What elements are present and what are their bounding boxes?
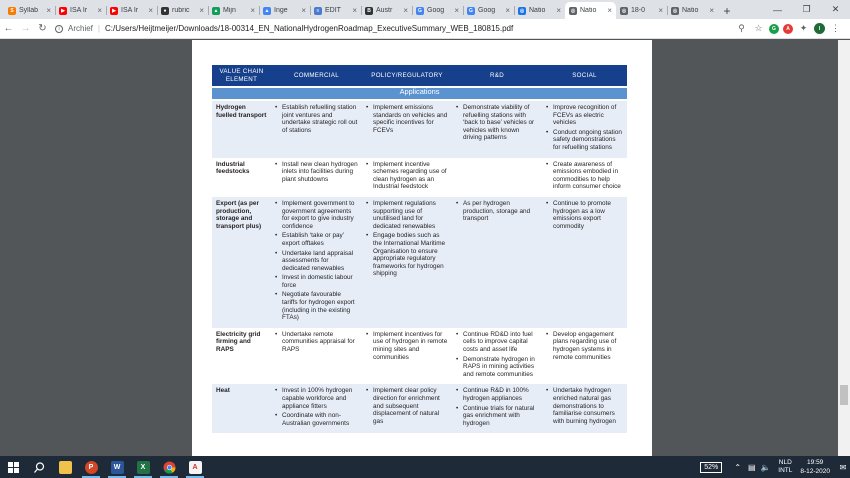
value-chain-element: Export (as per production, storage and transport plus)	[212, 197, 271, 328]
table-row	[212, 100, 627, 158]
battery-indicator[interactable]: 52%	[700, 462, 722, 473]
column-header: VALUE CHAIN ELEMENT	[212, 65, 271, 87]
document-favicon-icon: ≡	[314, 7, 322, 15]
keyboard-layout: INTL	[778, 467, 793, 474]
close-tab-icon[interactable]: ×	[454, 6, 459, 15]
list-item: • Install new clean hydrogen inlets into facilities during plant shutdowns	[275, 161, 358, 184]
policy-cell	[362, 100, 452, 158]
section-title: Applications	[212, 87, 627, 100]
search-icon[interactable]	[26, 456, 52, 478]
list-item: • Implement clear policy direction for enrichment and subsequent displacement of natural gas	[366, 387, 448, 425]
browser-tab[interactable]	[565, 2, 616, 19]
list-item: • Undertake land appraisal assessments for dedicated renewables	[275, 250, 358, 273]
grammarly-extension-icon[interactable]: G	[769, 24, 779, 34]
browser-tab[interactable]	[106, 2, 157, 19]
commercial-cell	[271, 158, 362, 197]
adblock-extension-icon[interactable]: A	[783, 24, 793, 34]
syllabus-favicon-icon: S	[8, 7, 16, 15]
browser-tab[interactable]	[4, 2, 55, 19]
browser-tab[interactable]	[667, 2, 718, 19]
browser-tab[interactable]	[361, 2, 412, 19]
rd-cell	[452, 100, 542, 158]
windows-start-icon[interactable]	[0, 456, 26, 478]
table-row	[212, 197, 627, 328]
list-item: • Engage bodies such as the International Maritime Organisation to ensure appropriate regulatory frameworks for hydrogen shipping	[366, 232, 448, 278]
list-item: • Establish ‘take or pay’ export offtakes	[275, 232, 358, 247]
browser-toolbar	[0, 19, 850, 39]
close-tab-icon[interactable]: ×	[352, 6, 357, 15]
list-item: • Continue trials for natural gas enrichment with hydrogen	[456, 405, 538, 428]
policy-cell	[362, 328, 452, 385]
chevron-up-icon[interactable]: ⌃	[734, 462, 742, 472]
tab-title: Natio	[529, 7, 546, 14]
list-item: • Create awareness of emissions embodied in commodities to help inform consumer choice	[546, 161, 623, 191]
powerpoint-icon[interactable]: P	[78, 456, 104, 478]
chrome-icon[interactable]	[156, 456, 182, 478]
network-icon[interactable]: ▤	[747, 462, 756, 472]
list-item: • Invest in 100% hydrogen capable workforce and appliance fitters	[275, 387, 358, 410]
clock-time: 19:59	[807, 459, 824, 466]
back-arrow-icon[interactable]: ←	[3, 23, 14, 34]
forward-arrow-icon[interactable]: →	[20, 23, 31, 34]
tab-title: Inge	[274, 7, 288, 14]
drive-favicon-icon: ▲	[213, 7, 219, 14]
speaker-icon[interactable]: 🔈	[760, 462, 771, 472]
rd-cell	[452, 384, 542, 433]
social-cell	[542, 197, 627, 328]
social-cell	[542, 328, 627, 385]
clock-date: 8-12-2020	[800, 468, 830, 475]
close-tab-icon[interactable]: ×	[709, 6, 714, 15]
profile-avatar[interactable]: I	[814, 23, 825, 34]
value-chain-element: Industrial feedstocks	[212, 158, 271, 197]
globe-favicon-icon: ◎	[672, 7, 678, 14]
value-chain-element: Heat	[212, 384, 271, 433]
globe-favicon-icon: ◎	[519, 7, 525, 14]
table-row	[212, 158, 627, 197]
language-code: NLD	[778, 459, 792, 466]
system-tray	[700, 456, 850, 478]
tab-title: Natio	[580, 7, 597, 14]
zoom-icon[interactable]: ⚲	[738, 23, 745, 33]
browser-tab[interactable]	[208, 2, 259, 19]
list-item: • Conduct ongoing station safety demonstrations for refuelling stations	[546, 129, 623, 152]
star-icon[interactable]: ☆	[754, 23, 763, 33]
table-row	[212, 384, 627, 433]
list-item: • Implement government to government agreements for export to give industry confidence	[275, 200, 358, 230]
tab-title: 18-0	[631, 7, 646, 14]
window-controls	[763, 0, 850, 19]
google-docs-favicon-icon: G	[467, 7, 475, 15]
reload-icon[interactable]: ↻	[38, 23, 47, 34]
table-row	[212, 328, 627, 385]
policy-cell	[362, 384, 452, 433]
browser-tab[interactable]	[616, 2, 667, 19]
close-tab-icon[interactable]: ×	[301, 6, 306, 15]
tab-title: Austr	[376, 7, 393, 14]
globe-favicon-icon: ◎	[570, 7, 576, 14]
browser-tab[interactable]	[55, 2, 106, 19]
commercial-cell	[271, 100, 362, 158]
close-window-icon[interactable]: ✕	[831, 4, 840, 14]
tab-strip	[0, 0, 850, 19]
pdf-viewer	[0, 40, 850, 456]
column-header: R&D	[452, 65, 542, 87]
browser-tab[interactable]	[463, 2, 514, 19]
close-tab-icon[interactable]: ×	[97, 6, 102, 15]
tab-title: EDIT	[325, 7, 341, 14]
pdf-page	[192, 40, 652, 456]
notification-icon[interactable]: ✉	[839, 462, 847, 472]
policy-cell	[362, 158, 452, 197]
list-item: • Demonstrate viability of refuelling stations with ‘back to base’ vehicles or vehicles with known driving patterns	[456, 104, 538, 142]
list-item: • Coordinate with non-Australian governments	[275, 412, 358, 427]
browser-tab[interactable]	[514, 2, 565, 19]
list-item: • Improve recognition of FCEVs as electric vehicles	[546, 104, 623, 127]
policy-cell	[362, 197, 452, 328]
social-cell	[542, 158, 627, 197]
commercial-cell	[271, 328, 362, 385]
scrollbar[interactable]	[838, 40, 850, 456]
clock[interactable]	[800, 458, 830, 476]
value-chain-element: Hydrogen fuelled transport	[212, 100, 271, 158]
address-bar[interactable]	[55, 21, 735, 36]
url-text: C:/Users/Heijtmeijer/Downloads/18-00314_EN_NationalHydrogenRoadmap_ExecutiveSummary_WEB_180815.pdf	[104, 24, 514, 33]
list-item: • Continue to promote hydrogen as a low emissions export commodity	[546, 200, 623, 230]
tab-title: ISA Ir	[121, 7, 139, 14]
minimize-icon[interactable]: —	[773, 4, 782, 15]
github-favicon-icon: ●	[161, 7, 169, 15]
google-docs-favicon-icon: G	[416, 7, 424, 15]
browser-tab[interactable]	[412, 2, 463, 19]
tab-title: rubric	[172, 7, 190, 14]
social-cell	[542, 384, 627, 433]
tab-title: Mijn	[223, 7, 236, 14]
close-tab-icon[interactable]: ×	[607, 6, 612, 15]
list-item: • Undertake hydrogen enriched natural gas demonstrations to familiarise consumers with burning hydrogen	[546, 387, 623, 425]
rd-cell	[452, 197, 542, 328]
close-tab-icon[interactable]: ×	[199, 6, 204, 15]
language-indicator[interactable]	[778, 459, 792, 475]
new-tab-button[interactable]: +	[723, 3, 731, 18]
drive-favicon-icon: ▲	[264, 7, 270, 14]
list-item: • Implement emissions standards on vehicles and specific incentives for FCEVs	[366, 104, 448, 134]
list-item: • Demonstrate hydrogen in RAPS in mining activities and remote communities	[456, 356, 538, 379]
rd-cell	[452, 328, 542, 385]
list-item: • Implement incentives for use of hydrogen in remote mining sites and communities	[366, 331, 448, 361]
close-tab-icon[interactable]: ×	[556, 6, 561, 15]
section-row	[212, 87, 627, 100]
word-icon[interactable]: W	[104, 456, 130, 478]
list-item: • As per hydrogen production, storage and transport	[456, 200, 538, 223]
tab-title: ISA Ir	[70, 7, 88, 14]
list-item: • Continue RD&D into fuel cells to improve capital costs and asset life	[456, 331, 538, 354]
roadmap-table	[212, 65, 627, 433]
youtube-favicon-icon: ▶	[59, 7, 67, 15]
social-cell	[542, 100, 627, 158]
list-item: • Negotiate favourable tariffs for hydrogen export (including in the existing FTAs)	[275, 291, 358, 321]
url-separator: |	[97, 24, 100, 33]
browser-tab[interactable]	[157, 2, 208, 19]
list-item: • Implement incentive schemes regarding use of clean hydrogen as an Industrial feedstock	[366, 161, 448, 191]
tab-title: Natio	[682, 7, 699, 14]
close-tab-icon[interactable]: ×	[148, 6, 153, 15]
browser-tab[interactable]	[310, 2, 361, 19]
close-tab-icon[interactable]: ×	[658, 6, 663, 15]
list-item: • Develop engagement plans regarding use of hydrogen systems in remote communities	[546, 331, 623, 361]
rd-cell	[452, 158, 542, 197]
list-item: • Undertake remote communities appraisal for RAPS	[275, 331, 358, 354]
acrobat-icon[interactable]: A	[182, 456, 208, 478]
commercial-cell	[271, 197, 362, 328]
tab-title: Goog	[427, 7, 445, 14]
column-header: SOCIAL	[542, 65, 627, 87]
browser-tab[interactable]	[259, 2, 310, 19]
list-item: • Invest in domestic labour force	[275, 274, 358, 289]
extensions-puzzle-icon[interactable]: ✦	[799, 23, 808, 33]
column-header: COMMERCIAL	[271, 65, 362, 87]
bookmark-favicon-icon: B	[365, 7, 373, 15]
list-item: • Continue R&D in 100% hydrogen appliances	[456, 387, 538, 402]
value-chain-element: Electricity grid firming and RAPS	[212, 328, 271, 385]
close-tab-icon[interactable]: ×	[250, 6, 255, 15]
globe-favicon-icon: ◎	[621, 7, 627, 14]
file-explorer-icon[interactable]	[52, 456, 78, 478]
scrollbar-thumb[interactable]	[840, 385, 848, 405]
info-icon[interactable]: i	[55, 25, 63, 33]
list-item: • Implement regulations supporting use of unutilised land for dedicated renewables	[366, 200, 448, 230]
url-scheme: Archief	[68, 24, 93, 33]
tab-title: Syllab	[19, 7, 39, 14]
restore-icon[interactable]: ❐	[802, 4, 811, 14]
table-header-row	[212, 65, 627, 87]
youtube-favicon-icon: ▶	[110, 7, 118, 15]
column-header: POLICY/REGULATORY	[362, 65, 452, 87]
close-tab-icon[interactable]: ×	[46, 6, 51, 15]
tab-title: Goog	[478, 7, 496, 14]
close-tab-icon[interactable]: ×	[403, 6, 408, 15]
commercial-cell	[271, 384, 362, 433]
close-tab-icon[interactable]: ×	[505, 6, 510, 15]
excel-icon[interactable]: X	[130, 456, 156, 478]
menu-kebab-icon[interactable]: ⋮	[831, 23, 840, 33]
windows-taskbar	[0, 456, 850, 478]
list-item: • Establish refuelling station joint ventures and undertake strategic roll out of stations	[275, 104, 358, 134]
